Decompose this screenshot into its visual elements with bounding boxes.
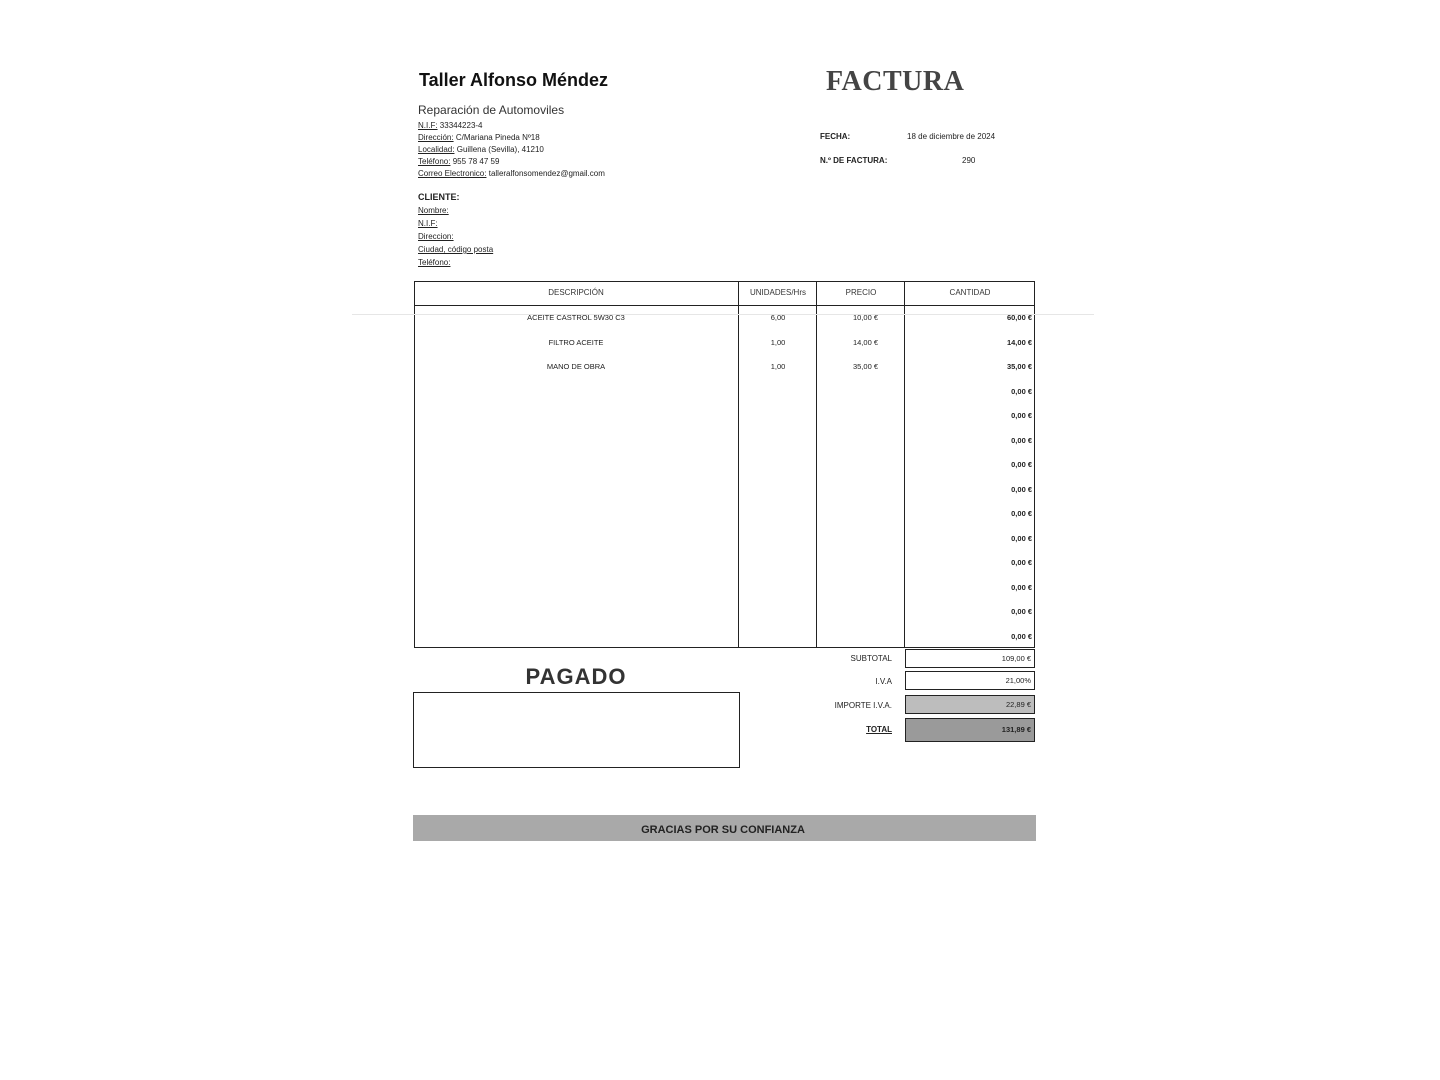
date-label: FECHA: [820,132,851,141]
client-city-label: Ciudad, código posta [418,245,494,254]
header-description: DESCRIPCIÓN [548,288,604,297]
client-phone-label: Teléfono: [418,258,451,267]
subtotal-label: SUBTOTAL [850,654,892,663]
total-label: TOTAL [866,725,892,734]
header-amount: CANTIDAD [949,288,991,297]
vat-amount-value: 22,89 € [905,695,1035,714]
client-heading: CLIENTE: [418,192,460,202]
cell-amount: 35,00 € [1006,362,1032,371]
email-value: talleralfonsomendez@gmail.com [488,169,605,178]
header-price: PRECIO [845,288,877,297]
client-block [418,191,493,269]
nif-value: 33344223-4 [439,121,483,130]
company-nif-line [418,120,605,132]
cell-amount: 0,00 € [1011,411,1032,420]
cell-price: 14,00 € [852,338,878,347]
cell-price: 10,00 € [852,313,878,322]
cell-amount: 0,00 € [1011,583,1032,592]
locality-label: Localidad: [418,145,455,154]
client-nif-label: N.I.F: [418,219,438,228]
cell-description: ACEITE CASTROL 5W30 C3 [527,313,625,322]
company-info [418,120,605,180]
table-header-divider [414,305,1035,306]
phone-value: 955 78 47 59 [452,157,500,166]
cell-amount: 0,00 € [1011,607,1032,616]
cell-amount: 0,00 € [1011,534,1032,543]
cell-description: MANO DE OBRA [546,362,606,371]
vat-label: I.V.A [875,677,892,686]
vat-amount-label: IMPORTE I.V.A. [834,701,892,710]
column-divider [738,281,739,648]
address-value: C/Mariana Pineda Nº18 [455,133,540,142]
invoice-number-value: 290 [962,156,976,165]
company-name: Taller Alfonso Méndez [419,70,609,90]
locality-value: Guillena (Sevilla), 41210 [456,145,544,154]
company-subtitle: Reparación de Automoviles [418,103,565,117]
company-locality-line [418,144,605,156]
cell-amount: 14,00 € [1006,338,1032,347]
company-address-line [418,132,605,144]
document-title: FACTURA [826,66,965,97]
cell-amount: 0,00 € [1011,485,1032,494]
phone-label: Teléfono: [418,157,451,166]
footer-message: GRACIAS POR SU CONFIANZA [641,824,805,836]
address-label: Dirección: [418,133,454,142]
cell-amount: 0,00 € [1011,509,1032,518]
column-divider [816,281,817,648]
cell-units: 1,00 [770,362,786,371]
date-value: 18 de diciembre de 2024 [907,132,996,141]
cell-amount: 0,00 € [1011,387,1032,396]
cell-amount: 0,00 € [1011,460,1032,469]
cell-amount: 0,00 € [1011,558,1032,567]
vat-rate-value: 21,00% [905,671,1035,690]
cell-description: FILTRO ACEITE [548,338,604,347]
cell-units: 6,00 [770,313,786,322]
cell-amount: 0,00 € [1011,436,1032,445]
total-value: 131,89 € [905,718,1035,742]
cell-price: 35,00 € [852,362,878,371]
cell-amount: 0,00 € [1011,632,1032,641]
paid-stamp: PAGADO [525,664,627,689]
nif-label: N.I.F: [418,121,438,130]
cell-units: 1,00 [770,338,786,347]
header-units: UNIDADES/Hrs [749,288,806,297]
client-name-label: Nombre: [418,206,449,215]
company-phone-line [418,156,605,168]
column-divider [904,281,905,648]
subtotal-value: 109,00 € [905,649,1035,668]
invoice-number-label: N.º DE FACTURA: [820,156,888,165]
company-email-line [418,168,605,180]
email-label: Correo Electronico: [418,169,487,178]
client-address-label: Direccion: [418,232,454,241]
cell-amount: 60,00 € [1006,313,1032,322]
paid-box [413,692,740,768]
